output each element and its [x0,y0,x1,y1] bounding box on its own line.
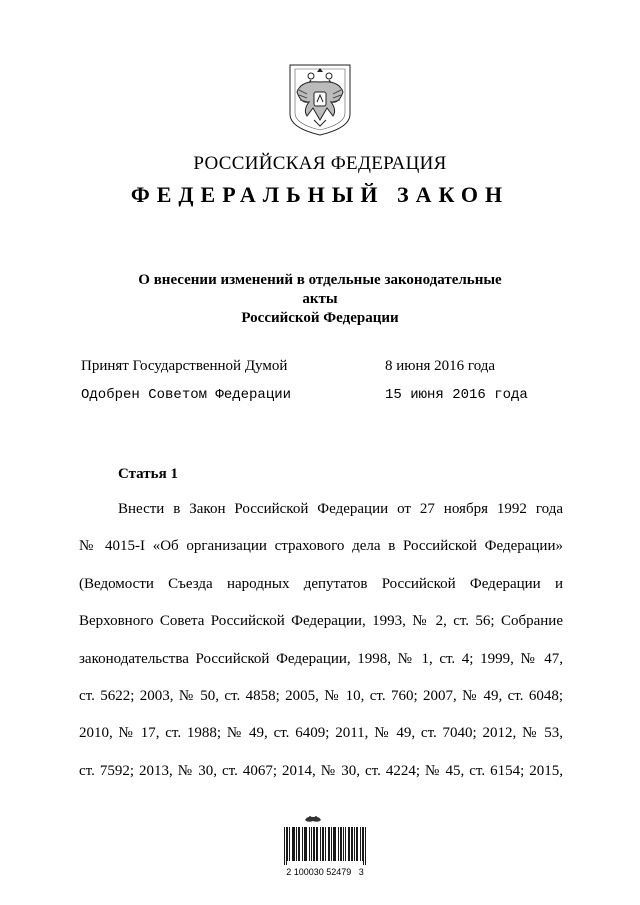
law-subject-line: Российской Федерации [241,310,399,326]
barcode-bar [292,827,293,861]
article-text-line: законодательства Российской Федерации, 1998, № 1, ст. 4; 1999, № 47, [79,650,563,667]
law-subject [130,271,510,328]
law-subject-line: О внесении изменений в отдельные законодательные акты [138,272,502,307]
barcode-bar [338,827,339,861]
barcode-bar [351,827,352,861]
barcode-bar [299,827,300,861]
barcode-bar [349,827,350,861]
small-emblem-icon [303,815,323,825]
barcode-bar [298,827,299,861]
barcode-bar [334,827,335,861]
barcode-bar [311,827,312,861]
document-type: ФЕДЕРАЛЬНЫЙ ЗАКОН [130,182,510,207]
council-approval-label: Одобрен Советом Федерации [81,387,292,403]
barcode-bar [365,827,366,865]
barcode-bar [335,827,336,861]
document-barcode [281,815,369,879]
barcode-bar [322,827,323,861]
article-text-line: Верховного Совета Российской Федерации, 1993, № 2, ст. 56; Собрание [79,613,563,630]
barcode-bar [340,827,341,861]
country-name: РОССИЙСКАЯ ФЕДЕРАЦИЯ [193,153,447,174]
barcode-bar [284,827,285,865]
barcode-bar [316,827,317,861]
barcode-bar [314,827,315,861]
duma-adoption-label: Принят Государственной Думой [81,358,288,374]
barcode-bar [286,827,287,865]
barcode-bar [309,827,310,861]
russian-coat-of-arms-icon [287,62,353,138]
barcode-bar [348,827,349,861]
barcode-bar [341,827,342,861]
barcode-icon [284,827,366,865]
article-text-line: Внести в Закон Российской Федерации от 27 ноября 1992 года [118,501,563,517]
article-title: Статья 1 [118,466,178,482]
barcode-bar [323,827,324,861]
article-text-line: ст. 7592; 2013, № 30, ст. 4067; 2014, № 30, ст. 4224; № 45, ст. 6154; 2015, [79,762,563,779]
article-text-line: (Ведомости Съезда народных депутатов Российской Федерации и [79,575,563,592]
barcode-bar [305,827,306,861]
barcode-bar [352,827,353,861]
barcode-bar [302,827,303,861]
barcode-bar [329,827,330,861]
barcode-bar [343,827,344,861]
barcode-bar [345,827,346,861]
barcode-bar [328,827,329,861]
barcode-bar [362,827,363,861]
barcode-bar [313,827,314,861]
article-text-line: ст. 5622; 2003, № 50, ст. 4858; 2005, № 10, ст. 760; 2007, № 49, ст. 6048; [79,687,563,704]
barcode-bar [331,827,332,861]
barcode-bar [289,827,290,861]
barcode-bar [360,827,361,861]
barcode-bar [357,827,358,861]
barcode-bar [320,827,321,861]
barcode-bar [325,827,326,861]
barcode-bar [296,827,297,861]
barcode-bar [304,827,305,861]
barcode-bar [306,827,307,861]
article-body [79,498,563,797]
barcode-bar [363,827,364,865]
barcode-bar [354,827,355,861]
barcode-bar [333,827,334,861]
article-text-line: № 4015-I «Об организации страхового дела в Российской Федерации» [79,538,563,555]
barcode-bar [293,827,294,861]
barcode-bar [287,827,288,861]
duma-adoption-date: 8 июня 2016 года [385,358,496,374]
article-text-line: 2010, № 17, ст. 1988; № 49, ст. 6409; 2011, № 49, ст. 7040; 2012, № 53, [79,725,563,742]
barcode-bar [356,827,357,861]
council-approval-date: 15 июня 2016 года [385,387,528,403]
barcode-bar [294,827,295,861]
barcode-bar [317,827,318,861]
barcode-number: 2 100030 52479 3 [286,867,364,877]
